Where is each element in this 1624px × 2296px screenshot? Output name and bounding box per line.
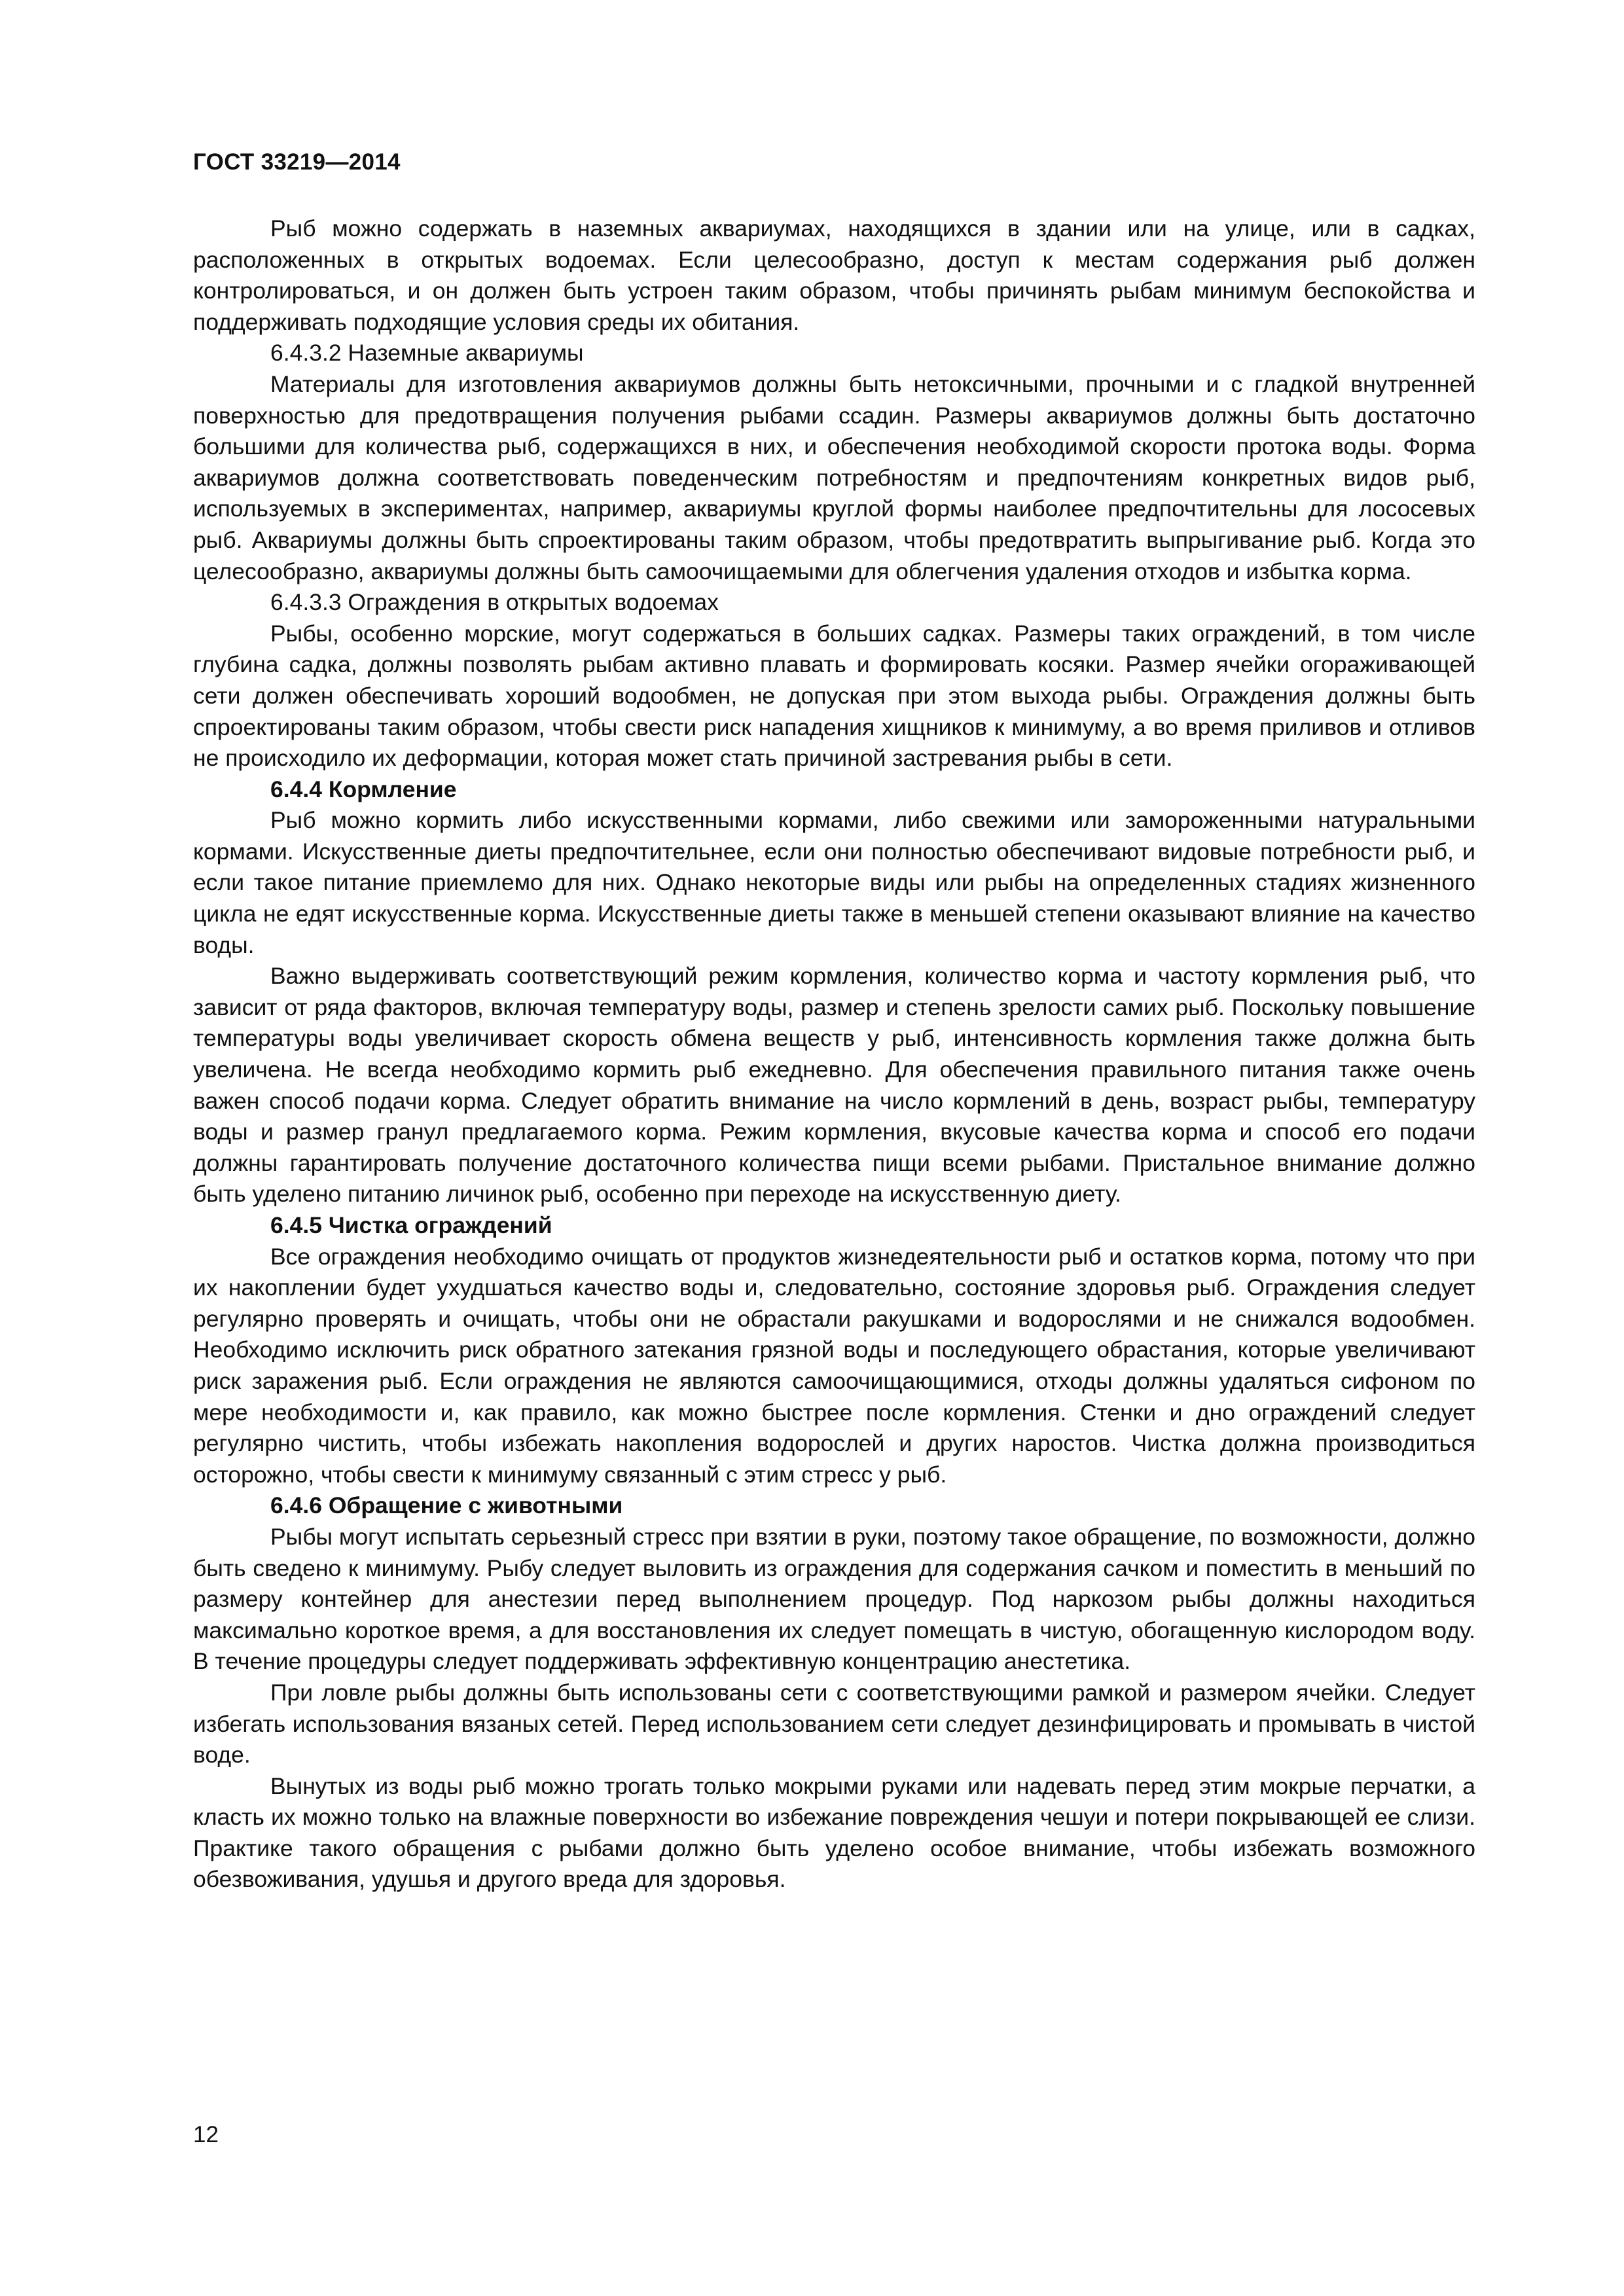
paragraph: Вынутых из воды рыб можно трогать только мокрыми руками или надевать перед этим мокрые перчатки, а класть их можно только на влажные поверхности во избежание повреждения чешуи и потери покрывающей ее слизи. Практике такого обращения с рыбами должно быть уделено особое внимание, чтобы избежать возможного обезвоживания, удушья и другого вреда для здоровья. (193, 1772, 1475, 1893)
paragraph: Все ограждения необходимо очищать от продуктов жизнедеятельности рыб и остатков корма, потому что при их накоплении будет ухудшаться качество воды и, следовательно, состояние здоровья рыб. Ограждения следует регулярно проверять и очищать, чтобы они не обрастали ракушками и водорослями и не снижался водообмен. Необходимо исключить риск обратного затекания грязной воды и последующего обрастания, которые увеличивают риск заражения рыб. Если ограждения не являются самоочищающимися, отходы должны удаляться сифоном по мере необходимости и, как правило, как можно быстрее после кормления. Стенки и дно ограждений следует регулярно чистить, чтобы избежать накопления водорослей и других наростов. Чистка должна производиться осторожно, чтобы свести к минимуму связанный с этим стресс у рыб. (193, 1243, 1475, 1488)
section-heading: 6.4.5 Чистка ограждений (270, 1212, 552, 1238)
paragraph: Рыб можно содержать в наземных аквариумах, находящихся в здании или на улице, или в садках, расположенных в открытых водоемах. Если целесообразно, доступ к местам содержания рыб должен контролироваться, и он должен быть устроен таким образом, чтобы причинять рыбам минимум беспокойства и поддерживать подходящие условия среды их обитания. (193, 215, 1475, 335)
subsection-heading: 6.4.3.3 Ограждения в открытых водоемах (270, 589, 719, 616)
document-body (193, 213, 1475, 1895)
page-number: 12 (193, 2122, 219, 2147)
subsection-heading: 6.4.3.2 Наземные аквариумы (270, 340, 584, 367)
section-heading: 6.4.4 Кормление (270, 776, 457, 802)
standard-header: ГОСТ 33219—2014 (193, 149, 401, 175)
paragraph: Важно выдерживать соответствующий режим кормления, количество корма и частоту кормления рыб, что зависит от ряда факторов, включая температуру воды, размер и степень зрелости самих рыб. Поскольку повышение температуры воды увеличивает скорость обмена веществ у рыб, интенсивность кормления также должна быть увеличена. Не всегда необходимо кормить рыб ежедневно. Для обеспечения правильного питания также очень важен способ подачи корма. Следует обратить внимание на число кормлений в день, возраст рыбы, температуру воды и размер гранул предлагаемого корма. Режим кормления, вкусовые качества корма и способ его подачи должны гарантировать получение достаточного количества пищи всеми рыбами. Пристальное внимание должно быть уделено питанию личинок рыб, особенно при переходе на искусственную диету. (193, 963, 1475, 1208)
paragraph: При ловле рыбы должны быть использованы сети с соответствующими рамкой и размером ячейки. Следует избегать использования вязаных сетей. Перед использованием сети следует дезинфицировать и промывать в чистой воде. (193, 1679, 1475, 1768)
paragraph: Рыбы могут испытать серьезный стресс при взятии в руки, поэтому такое обращение, по возможности, должно быть сведено к минимуму. Рыбу следует выловить из ограждения для содержания сачком и поместить в меньший по размеру контейнер для анестезии перед выполнением процедур. Под наркозом рыбы должны находиться максимально короткое время, а для восстановления их следует помещать в чистую, обогащенную кислородом воду. В течение процедуры следует поддерживать эффективную концентрацию анестетика. (193, 1523, 1475, 1675)
section-heading: 6.4.6 Обращение с животными (270, 1492, 623, 1519)
paragraph: Рыбы, особенно морские, могут содержаться в больших садках. Размеры таких ограждений, в том числе глубина садка, должны позволять рыбам активно плавать и формировать косяки. Размер ячейки огораживающей сети должен обеспечивать хороший водообмен, не допуская при этом выхода рыбы. Ограждения должны быть спроектированы таким образом, чтобы свести риск нападения хищников к минимуму, а во время приливов и отливов не происходило их деформации, которая может стать причиной застревания рыбы в сети. (193, 620, 1475, 772)
paragraph: Рыб можно кормить либо искусственными кормами, либо свежими или замороженными натуральными кормами. Искусственные диеты предпочтительнее, если они полностью обеспечивают видовые потребности рыб, и если такое питание приемлемо для них. Однако некоторые виды или рыбы на определенных стадиях жизненного цикла не едят искусственные корма. Искусственные диеты также в меньшей степени оказывают влияние на качество воды. (193, 807, 1475, 958)
paragraph: Материалы для изготовления аквариумов должны быть нетоксичными, прочными и с гладкой внутренней поверхностью для предотвращения получения рыбами ссадин. Размеры аквариумов должны быть достаточно большими для количества рыб, содержащихся в них, и обеспечения необходимой скорости протока воды. Форма аквариумов должна соответствовать поведенческим потребностям и предпочтениям конкретных видов рыб, используемых в экспериментах, например, аквариумы круглой формы наиболее предпочтительны для лососевых рыб. Аквариумы должны быть спроектированы таким образом, чтобы предотвратить выпрыгивание рыб. Когда это целесообразно, аквариумы должны быть самоочищаемыми для облегчения удаления отходов и избытка корма. (193, 370, 1475, 584)
